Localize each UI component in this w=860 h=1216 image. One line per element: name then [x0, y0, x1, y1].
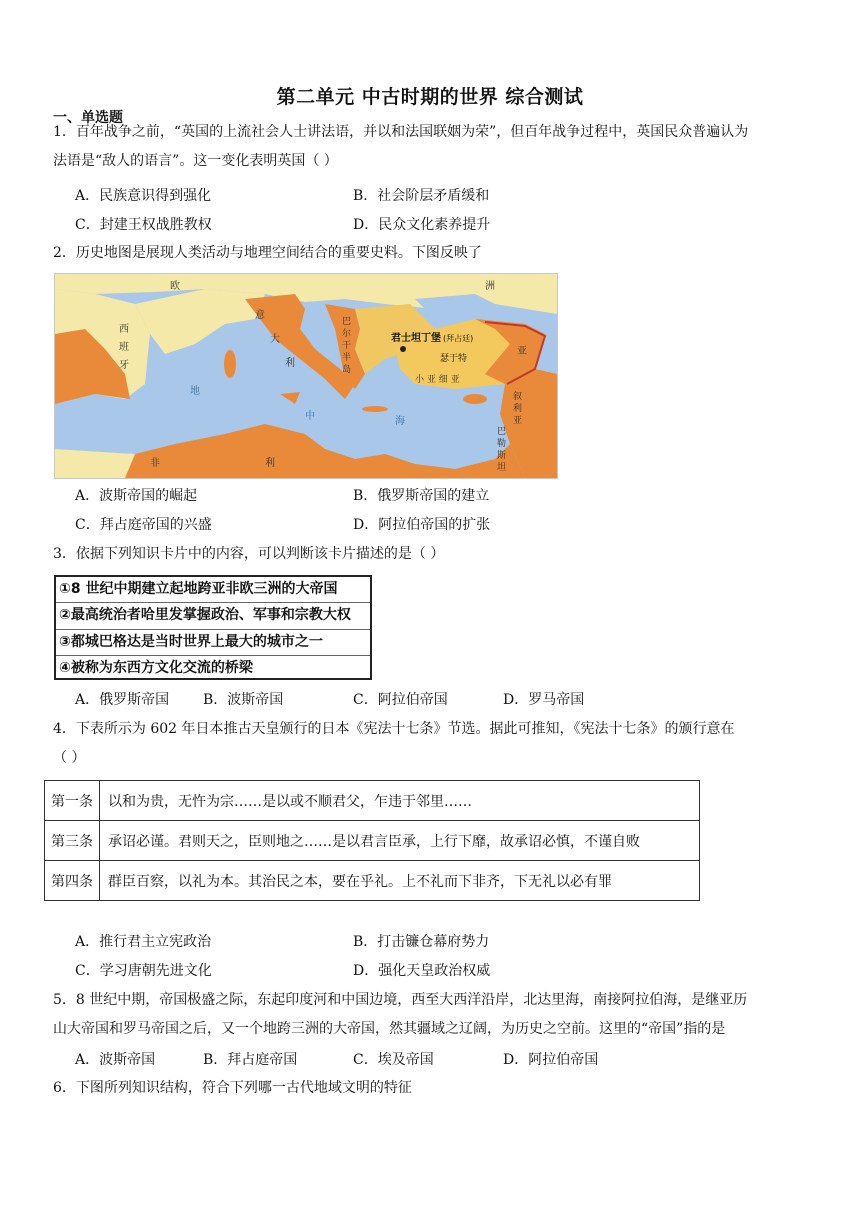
label-sea-1: 地 [190, 386, 200, 397]
label-sea-2: 中 [305, 411, 315, 422]
q3-option-c[interactable]: C．阿拉伯帝国 [353, 692, 448, 708]
q3-option-a[interactable]: A．俄罗斯帝国 [75, 692, 170, 708]
label-balkan-3: 干 [342, 341, 352, 351]
constantinople-marker [400, 346, 406, 352]
q3-option-b[interactable]: B．波斯帝国 [203, 692, 284, 708]
question-1-line-1: 1．百年战争之前，“英国的上流社会人士讲法语，并以和法国联姻为荣”，但百年战争过程中，英国民众普遍认为 [53, 124, 749, 140]
label-syria-2: 利 [513, 404, 523, 414]
question-4-line-2: （ ） [53, 750, 86, 766]
q4-option-c[interactable]: C．学习唐朝先进文化 [75, 963, 212, 979]
label-constantinople: 君士坦丁堡 [391, 333, 441, 344]
label-byzantium: (拜占廷) [443, 334, 474, 343]
knowledge-card [54, 575, 372, 680]
question-4-line-1: 4．下表所示为 602 年日本推古天皇颁行的日本《宪法十七条》节选。据此可推知，《宪法十七条》的颁行意在 [53, 721, 735, 737]
card-item-1: ①8 世纪中期建立起地跨亚非欧三洲的大帝国 [56, 577, 370, 603]
label-spain-1: 西 [119, 324, 129, 335]
africa-land [55, 449, 135, 478]
q1-option-b[interactable]: B．社会阶层矛盾缓和 [353, 188, 490, 204]
label-palestine-1: 巴 [497, 427, 507, 437]
label-nicomedia: 瑟于特 [440, 354, 468, 364]
label-italy-1: 意 [255, 310, 265, 321]
q1-option-d[interactable]: D．民众文化素养提升 [353, 217, 491, 233]
q5-option-a[interactable]: A．波斯帝国 [75, 1052, 156, 1068]
q2-option-a[interactable]: A．波斯帝国的崛起 [75, 488, 198, 504]
question-2-line-1: 2．历史地图是展现人类活动与地理空间结合的重要史料。下图反映了 [53, 245, 482, 261]
table-row [45, 821, 700, 861]
section-heading: 一、单选题 [53, 110, 123, 126]
question-5-line-1: 5．8 世纪中期，帝国极盛之际，东起印度河和中国边境，西至大西洋沿岸，北达里海，南接阿拉伯海，是继亚历 [53, 992, 748, 1008]
north-africa-coast [125, 424, 525, 478]
map-drawing [55, 274, 557, 478]
question-1-line-2: 法语是“敌人的语言”。这一变化表明英国（ ） [53, 153, 338, 169]
label-palestine-2: 勒 [497, 439, 507, 449]
label-sea-3: 海 [395, 416, 405, 427]
label-europe-1: 欧 [170, 281, 180, 292]
q5-option-d[interactable]: D．阿拉伯帝国 [503, 1052, 599, 1068]
central-europe-land [135, 289, 265, 354]
question-2-stem [53, 239, 813, 268]
question-5-line-2: 山大帝国和罗马帝国之后，又一个地跨三洲的大帝国，然其疆域之辽阔，为历史之空前。这里的“帝国”指的是 [53, 1021, 726, 1037]
q1-option-a[interactable]: A．民族意识得到强化 [75, 188, 212, 204]
sardinia-island [224, 350, 236, 378]
q2-option-c[interactable]: C．拜占庭帝国的兴盛 [75, 517, 212, 533]
article-label: 第三条 [45, 821, 100, 861]
q3-option-d[interactable]: D．罗马帝国 [503, 692, 585, 708]
label-syria-1: 叙 [513, 392, 523, 402]
label-italy-2: 大 [270, 334, 280, 345]
q2-option-b[interactable]: B．俄罗斯帝国的建立 [353, 488, 490, 504]
label-balkan-2: 尔 [342, 329, 352, 339]
label-palestine-4: 坦 [497, 463, 507, 473]
label-asia-minor: 小 亚 细 亚 [415, 375, 460, 385]
question-3-stem [53, 540, 813, 569]
crete-island [362, 406, 388, 412]
label-libya: 利 [265, 458, 275, 469]
article-text: 承诏必谨。君则天之，臣则地之……是以君言臣承，上行下靡，故承诏必慎，不谨自败 [100, 821, 700, 861]
question-3-line-1: 3．依据下列知识卡片中的内容，可以判断该卡片描述的是（ ） [53, 546, 445, 562]
q4-option-b[interactable]: B．打击镰仓幕府势力 [353, 934, 490, 950]
table-row [45, 861, 700, 901]
q5-option-c[interactable]: C．埃及帝国 [353, 1052, 434, 1068]
article-label: 第一条 [45, 781, 100, 821]
card-item-2: ②最高统治者哈里发掌握政治、军事和宗教大权 [56, 603, 370, 629]
q4-option-d[interactable]: D．强化天皇政治权威 [353, 963, 491, 979]
table-row [45, 781, 700, 821]
card-item-3: ③都城巴格达是当时世界上最大的城市之一 [56, 630, 370, 656]
card-item-4: ④被称为东西方文化交流的桥梁 [59, 659, 253, 676]
historical-map [54, 273, 558, 479]
label-balkan-4: 半 [342, 353, 352, 363]
question-1-stem [53, 118, 813, 176]
label-asia: 亚 [517, 346, 527, 357]
label-africa: 非 [150, 458, 160, 469]
question-6-stem [53, 1074, 813, 1103]
question-6-line-1: 6．下图所列知识结构，符合下列哪一古代地域文明的特征 [53, 1080, 412, 1096]
question-4-stem [53, 715, 813, 773]
label-europe-2: 洲 [485, 281, 495, 292]
sicily-island [280, 392, 300, 404]
question-5-stem [53, 986, 813, 1044]
constitution-table [44, 780, 700, 901]
label-balkan-1: 巴 [342, 317, 352, 327]
q1-option-c[interactable]: C．封建王权战胜教权 [75, 217, 212, 233]
cyprus-island [463, 394, 487, 404]
q4-option-a[interactable]: A．推行君主立宪政治 [75, 934, 212, 950]
label-balkan-5: 岛 [342, 365, 352, 375]
article-label: 第四条 [45, 861, 100, 901]
article-text: 群臣百察，以礼为本。其治民之本，要在乎礼。上不礼而下非齐，下无礼以必有罪 [100, 861, 700, 901]
q5-option-b[interactable]: B．拜占庭帝国 [203, 1052, 298, 1068]
label-syria-3: 亚 [513, 416, 523, 426]
label-spain-2: 班 [119, 342, 129, 353]
q2-option-d[interactable]: D．阿拉伯帝国的扩张 [353, 517, 491, 533]
label-palestine-3: 斯 [497, 451, 507, 461]
page-title: 第二单元 中古时期的世界 综合测试 [276, 86, 584, 108]
article-text: 以和为贵，无忤为宗……是以或不顺君父，乍违于邻里…… [100, 781, 700, 821]
label-spain-3: 牙 [119, 360, 129, 371]
label-italy-3: 利 [285, 358, 295, 369]
